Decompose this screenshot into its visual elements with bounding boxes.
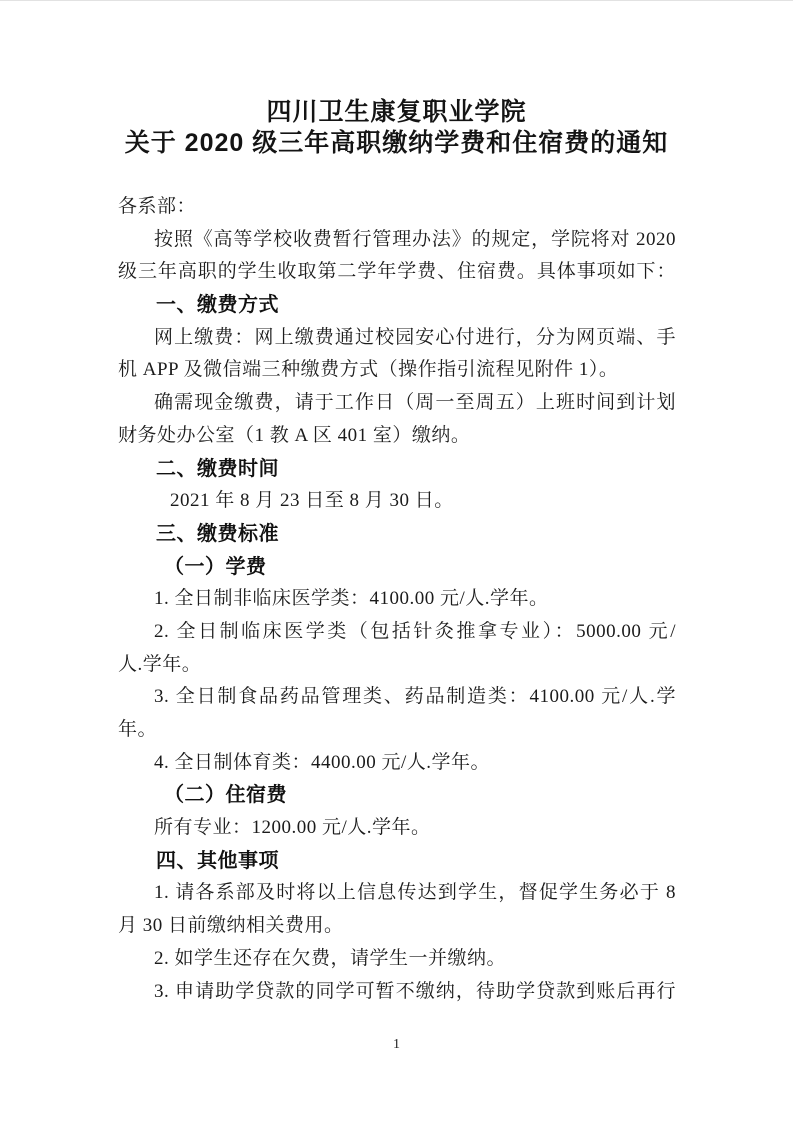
document-title-line1: 四川卫生康复职业学院: [266, 98, 527, 126]
body-line: 确需现金缴费，请于工作日（周一至周五）上班时间到计划: [154, 392, 676, 414]
body-line: 所有专业：1200.00 元/人.学年。: [154, 817, 431, 839]
body-line: 2. 全日制临床医学类（包括针灸推拿专业）：5000.00 元/: [154, 620, 676, 642]
body-line: 机 APP 及微信端三种缴费方式（操作指引流程见附件 1）。: [118, 359, 619, 381]
body-line: 1. 全日制非临床医学类：4100.00 元/人.学年。: [154, 588, 549, 610]
body-line: 级三年高职的学生收取第二学年学费、住宿费。具体事项如下：: [118, 261, 676, 283]
body-line: 3. 全日制食品药品管理类、药品制造类：4100.00 元/人.学: [154, 686, 676, 708]
body-line: 2. 如学生还存在欠费，请学生一并缴纳。: [154, 947, 507, 969]
body-line: 4. 全日制体育类：4400.00 元/人.学年。: [154, 751, 491, 773]
body-line: 网上缴费：网上缴费通过校园安心付进行，分为网页端、手: [154, 326, 676, 348]
section-heading: 三、缴费标准: [156, 522, 279, 545]
body-line: 3. 申请助学贷款的同学可暂不缴纳，待助学贷款到账后再行: [154, 980, 676, 1002]
page-number: 1: [393, 1037, 400, 1052]
section-heading: 四、其他事项: [156, 849, 279, 872]
document-body: [118, 191, 676, 1008]
body-line: 月 30 日前缴纳相关费用。: [118, 915, 344, 937]
body-line: 财务处办公室（1 教 A 区 401 室）缴纳。: [118, 424, 471, 446]
body-line: 人.学年。: [118, 653, 202, 675]
document-title-line2: 关于 2020 级三年高职缴纳学费和住宿费的通知: [124, 129, 669, 157]
body-line: 2021 年 8 月 23 日至 8 月 30 日。: [170, 490, 454, 512]
section-heading: 二、缴费时间: [156, 457, 279, 480]
body-line: 按照《高等学校收费暂行管理办法》的规定，学院将对 2020: [154, 228, 676, 250]
sub-heading: （一）学费: [164, 555, 267, 578]
body-line: 各系部：: [118, 196, 197, 217]
sub-heading: （二）住宿费: [164, 784, 287, 807]
body-line: 年。: [118, 719, 158, 740]
body-line: 1. 请各系部及时将以上信息传达到学生，督促学生务必于 8: [154, 882, 676, 904]
document-title: [0, 97, 793, 159]
section-heading: 一、缴费方式: [156, 294, 279, 317]
